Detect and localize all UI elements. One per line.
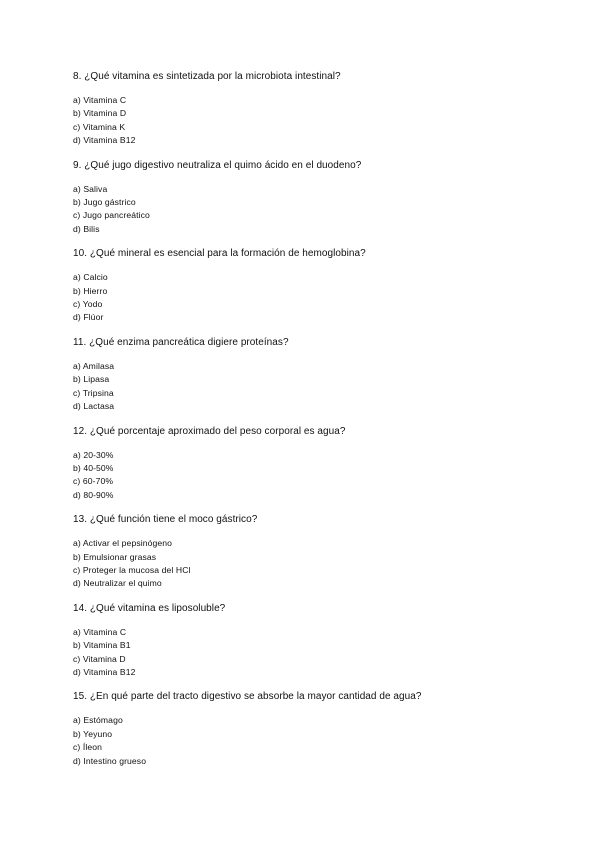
option-a: a) Vitamina C	[73, 95, 127, 105]
question-text: 13. ¿Qué función tiene el moco gástrico?	[73, 514, 258, 526]
option-list	[73, 537, 553, 591]
option-b: b) Vitamina D	[73, 108, 127, 119]
question-8	[73, 70, 553, 148]
option-d: d) Vitamina B12	[73, 666, 136, 677]
option-list	[73, 714, 553, 768]
option-c: c) Vitamina K	[73, 121, 126, 132]
question-9	[73, 159, 553, 237]
option-c: c) Jugo pancreático	[73, 210, 150, 221]
option-b: b) Jugo gástrico	[73, 197, 136, 208]
option-a: a) Amilasa	[73, 360, 115, 371]
option-a: a) Activar el pepsinógeno	[73, 538, 173, 549]
option-list	[73, 94, 553, 148]
option-b: b) Vitamina B1	[73, 640, 131, 651]
question-14	[73, 602, 553, 680]
option-list	[73, 271, 553, 325]
option-c: c) 60-70%	[73, 476, 114, 487]
option-b: b) 40-50%	[73, 462, 114, 473]
option-a: a) Estómago	[73, 715, 123, 726]
question-10	[73, 247, 553, 325]
option-d: d) Intestino grueso	[73, 755, 147, 766]
question-text: 11. ¿Qué enzima pancreática digiere proteínas?	[73, 336, 289, 348]
option-list	[73, 360, 553, 414]
option-a: a) Calcio	[73, 272, 108, 283]
question-text: 14. ¿Qué vitamina es liposoluble?	[73, 602, 226, 614]
option-d: d) Vitamina B12	[73, 135, 136, 146]
question-text: 12. ¿Qué porcentaje aproximado del peso corporal es agua?	[73, 425, 346, 437]
option-c: c) Proteger la mucosa del HCl	[73, 564, 191, 575]
quiz-content	[73, 70, 553, 779]
question-11	[73, 336, 553, 414]
option-a: a) Saliva	[73, 183, 108, 194]
option-a: a) 20-30%	[73, 449, 114, 460]
option-a: a) Vitamina C	[73, 626, 127, 637]
question-12	[73, 425, 553, 503]
option-c: c) Íleon	[73, 742, 102, 753]
option-c: c) Yodo	[73, 299, 103, 310]
question-text: 10. ¿Qué mineral es esencial para la formación de hemoglobina?	[73, 248, 366, 260]
option-d: d) Lactasa	[73, 401, 115, 412]
question-text: 8. ¿Qué vitamina es sintetizada por la microbiota intestinal?	[73, 71, 341, 82]
option-c: c) Tripsina	[73, 387, 114, 398]
question-15	[73, 690, 553, 768]
option-d: d) 80-90%	[73, 489, 114, 500]
question-text: 9. ¿Qué jugo digestivo neutraliza el quimo ácido en el duodeno?	[73, 159, 362, 171]
option-list	[73, 626, 553, 680]
option-d: d) Flúor	[73, 312, 104, 323]
option-b: b) Yeyuno	[73, 728, 113, 739]
option-list	[73, 449, 553, 503]
option-d: d) Bilis	[73, 223, 100, 234]
option-b: b) Emulsionar grasas	[73, 551, 157, 562]
question-13	[73, 513, 553, 591]
question-text: 15. ¿En qué parte del tracto digestivo se absorbe la mayor cantidad de agua?	[73, 691, 422, 703]
option-d: d) Neutralizar el quimo	[73, 578, 162, 589]
option-list	[73, 183, 553, 237]
option-c: c) Vitamina D	[73, 653, 126, 664]
option-b: b) Hierro	[73, 285, 108, 296]
option-b: b) Lipasa	[73, 374, 110, 385]
